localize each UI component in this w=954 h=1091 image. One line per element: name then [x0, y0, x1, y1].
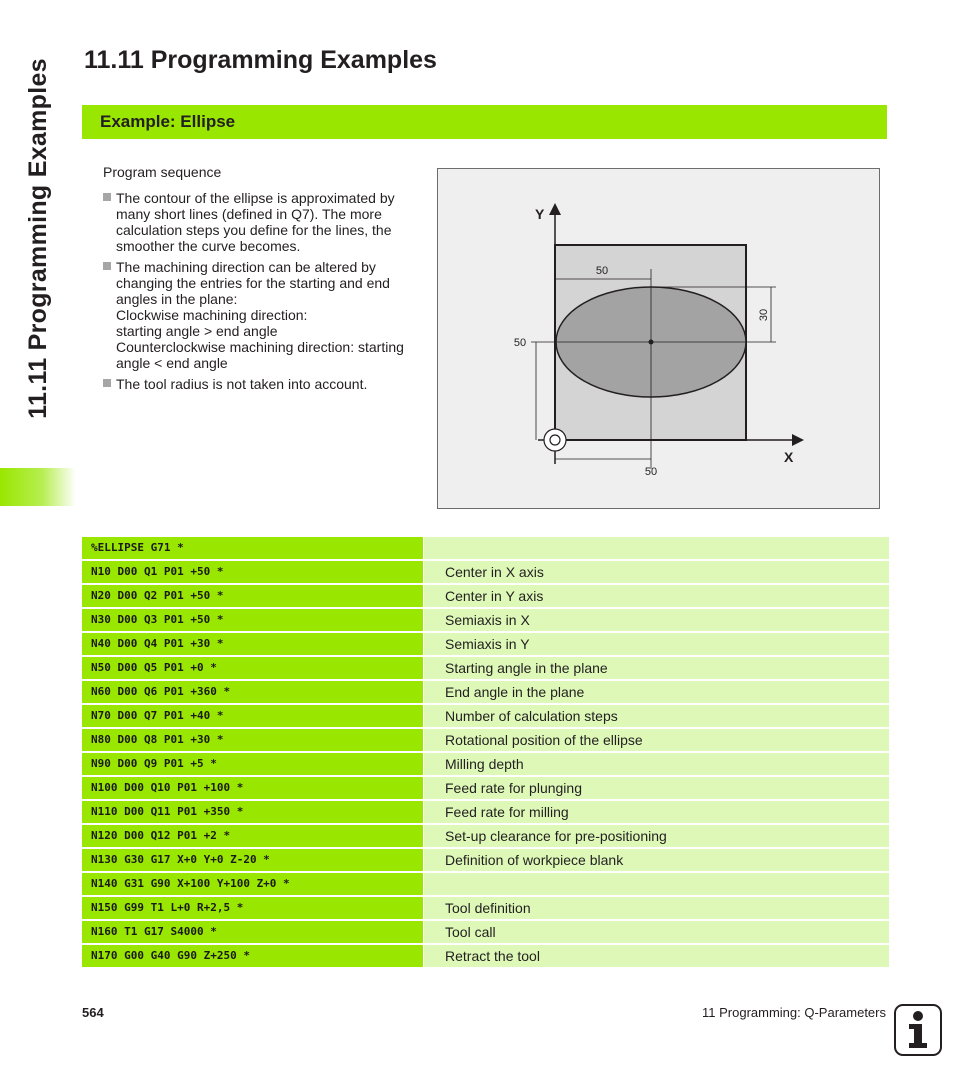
bullet-line: calculation steps you define for the lines, the — [116, 222, 392, 238]
square-bullet-icon — [103, 379, 111, 387]
table-row — [82, 849, 889, 871]
sidebar-tab-marker — [0, 468, 76, 506]
table-row — [82, 633, 889, 655]
dimension-left: 50 — [513, 337, 527, 349]
nc-code-cell: N120 D00 Q12 P01 +2 * — [82, 825, 423, 847]
program-sequence-text — [103, 164, 423, 397]
sidebar-chapter-title — [12, 57, 64, 419]
bullet-line: The tool radius is not taken into account. — [116, 376, 368, 392]
table-row — [82, 681, 889, 703]
nc-code-cell: %ELLIPSE G71 * — [82, 537, 423, 559]
nc-code-cell: N40 D00 Q4 P01 +30 * — [82, 633, 423, 655]
table-row — [82, 705, 889, 727]
nc-code-cell: N130 G30 G17 X+0 Y+0 Z-20 * — [82, 849, 423, 871]
bullet-line: The machining direction can be altered by — [116, 259, 376, 275]
bullet-line: Counterclockwise machining direction: starting — [116, 339, 404, 355]
info-icon — [894, 1004, 942, 1056]
description-cell: Milling depth — [424, 753, 889, 775]
bullet-list — [103, 190, 423, 392]
description-cell: Rotational position of the ellipse — [424, 729, 889, 751]
bullet-line: starting angle > end angle — [116, 323, 278, 339]
table-row — [82, 897, 889, 919]
page-number: 564 — [82, 1005, 104, 1020]
nc-code-cell: N100 D00 Q10 P01 +100 * — [82, 777, 423, 799]
bullet-line: many short lines (defined in Q7). The more — [116, 206, 382, 222]
example-title: Example: Ellipse — [100, 112, 236, 131]
description-cell: Center in Y axis — [424, 585, 889, 607]
center-point — [649, 340, 654, 345]
nc-code-cell: N110 D00 Q11 P01 +350 * — [82, 801, 423, 823]
table-row — [82, 945, 889, 967]
list-item — [103, 376, 423, 392]
description-cell: End angle in the plane — [424, 681, 889, 703]
bullet-line: angles in the plane: — [116, 291, 238, 307]
dimension-bottom: 50 — [644, 466, 658, 478]
description-cell — [424, 537, 889, 559]
nc-code-cell: N160 T1 G17 S4000 * — [82, 921, 423, 943]
nc-code-cell: N10 D00 Q1 P01 +50 * — [82, 561, 423, 583]
ellipse-drawing-svg — [438, 169, 881, 510]
square-bullet-icon — [103, 193, 111, 201]
description-cell: Retract the tool — [424, 945, 889, 967]
nc-code-cell: N60 D00 Q6 P01 +360 * — [82, 681, 423, 703]
table-row — [82, 825, 889, 847]
dimension-top: 50 — [595, 265, 609, 277]
origin-symbol-icon — [544, 429, 566, 451]
nc-code-cell: N30 D00 Q3 P01 +50 * — [82, 609, 423, 631]
description-cell: Feed rate for plunging — [424, 777, 889, 799]
table-row — [82, 729, 889, 751]
x-axis-label: X — [784, 449, 794, 465]
description-cell: Set-up clearance for pre-positioning — [424, 825, 889, 847]
y-axis-label: Y — [535, 206, 545, 222]
nc-code-cell: N20 D00 Q2 P01 +50 * — [82, 585, 423, 607]
square-bullet-icon — [103, 262, 111, 270]
list-item — [103, 190, 423, 254]
description-cell: Center in X axis — [424, 561, 889, 583]
table-row — [82, 609, 889, 631]
chapter-title: 11 Programming: Q-Parameters — [702, 1005, 886, 1020]
table-row — [82, 777, 889, 799]
dimension-right: 30 — [758, 308, 770, 322]
sidebar-chapter-title-text: 11.11 Programming Examples — [23, 57, 52, 419]
description-cell: Starting angle in the plane — [424, 657, 889, 679]
program-sequence-heading: Program sequence — [103, 164, 222, 180]
nc-code-cell: N70 D00 Q7 P01 +40 * — [82, 705, 423, 727]
table-row — [82, 657, 889, 679]
table-row — [82, 801, 889, 823]
table-row — [82, 921, 889, 943]
nc-code-cell: N80 D00 Q8 P01 +30 * — [82, 729, 423, 751]
ellipse-drawing — [437, 168, 880, 509]
table-row — [82, 585, 889, 607]
description-cell: Tool call — [424, 921, 889, 943]
description-cell: Definition of workpiece blank — [424, 849, 889, 871]
table-row — [82, 561, 889, 583]
bullet-line: Clockwise machining direction: — [116, 307, 308, 323]
table-row — [82, 753, 889, 775]
bullet-line: smoother the curve becomes. — [116, 238, 301, 254]
info-glyph — [903, 1010, 933, 1050]
table-row — [82, 873, 889, 895]
nc-code-cell: N150 G99 T1 L+0 R+2,5 * — [82, 897, 423, 919]
description-cell: Tool definition — [424, 897, 889, 919]
nc-code-cell: N140 G31 G90 X+100 Y+100 Z+0 * — [82, 873, 423, 895]
description-cell: Number of calculation steps — [424, 705, 889, 727]
bullet-line: The contour of the ellipse is approximated by — [116, 190, 395, 206]
bullet-line: changing the entries for the starting and end — [116, 275, 390, 291]
nc-code-cell: N170 G00 G40 G90 Z+250 * — [82, 945, 423, 967]
nc-code-cell: N90 D00 Q9 P01 +5 * — [82, 753, 423, 775]
program-listing — [82, 537, 889, 969]
nc-code-cell: N50 D00 Q5 P01 +0 * — [82, 657, 423, 679]
description-cell: Semiaxis in X — [424, 609, 889, 631]
description-cell: Semiaxis in Y — [424, 633, 889, 655]
description-cell: Feed rate for milling — [424, 801, 889, 823]
bullet-line: angle < end angle — [116, 355, 228, 371]
list-item — [103, 259, 423, 371]
description-cell — [424, 873, 889, 895]
table-row — [82, 537, 889, 559]
example-heading-bar — [82, 105, 887, 139]
page-title: 11.11 Programming Examples — [84, 46, 437, 74]
